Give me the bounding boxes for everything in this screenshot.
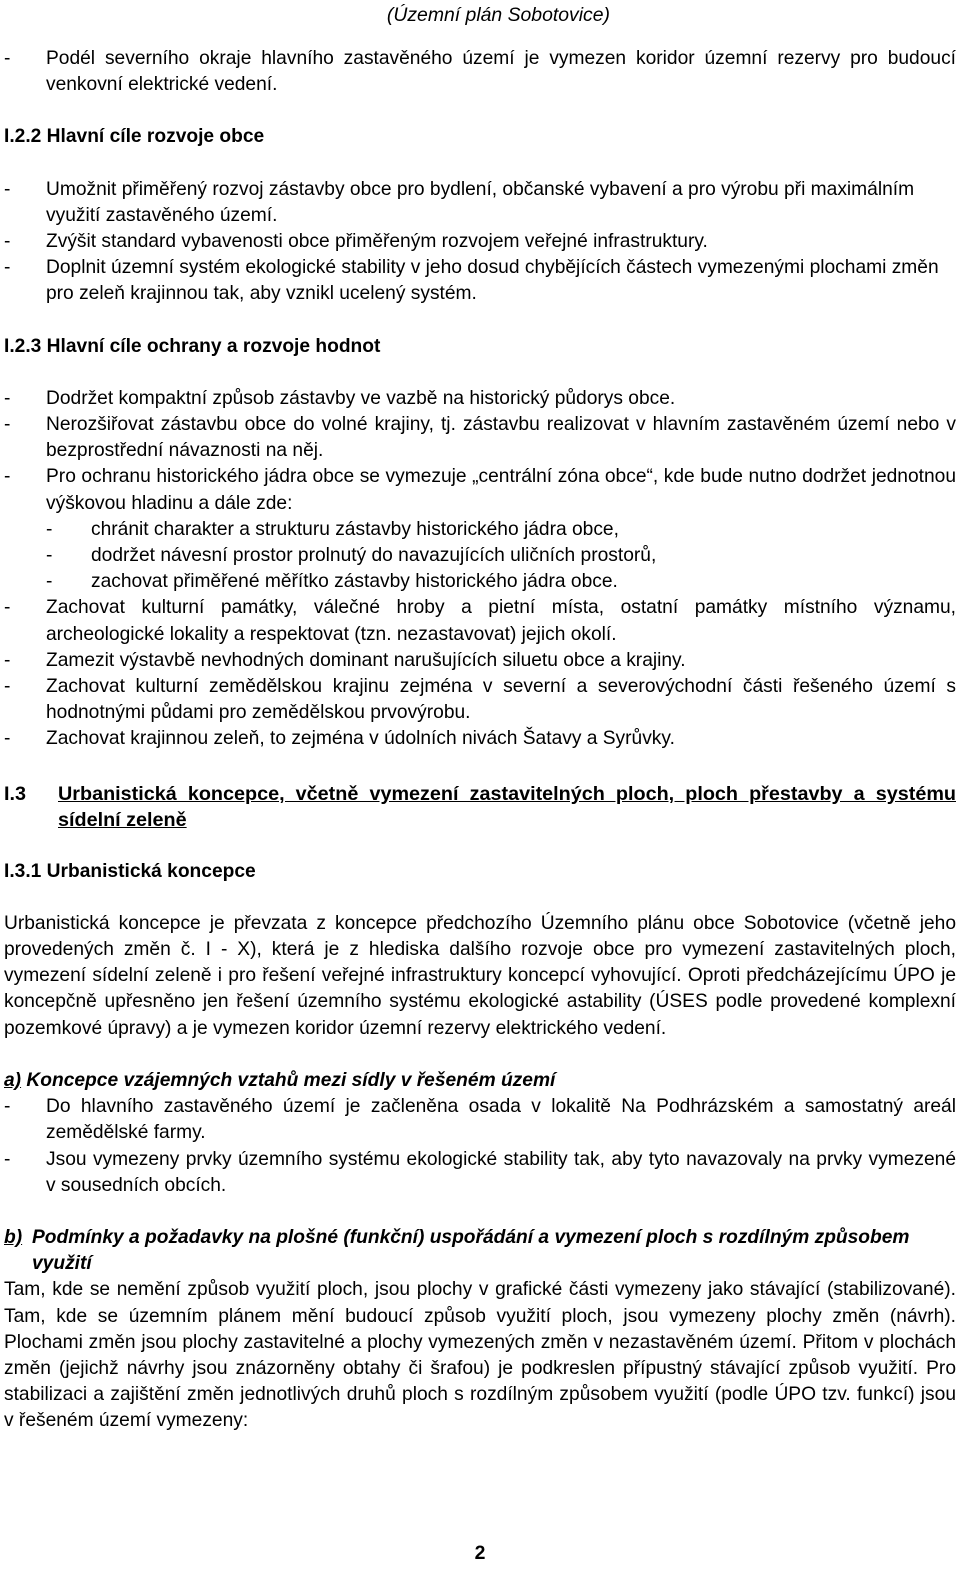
bullet-dash: -: [4, 1096, 11, 1118]
bullet-dash: -: [4, 597, 11, 619]
list-item: [4, 46, 956, 98]
bullet-dash: -: [4, 1148, 11, 1170]
bullet-dash: -: [4, 728, 11, 750]
sub-list-item-text: dodržet návesní prostor prolnutý do navazujících uličních prostorů,: [91, 545, 657, 567]
bullet-dash: -: [4, 257, 11, 279]
section-heading-i31: I.3.1 Urbanistická koncepce: [4, 860, 256, 882]
list-item-text: Umožnit přiměřený rozvoj zástavby obce pro bydlení, občanské vybavení a pro výrobu při maximálním využití zastavěného území.: [46, 178, 915, 226]
section-heading-i22: I.2.2 Hlavní cíle rozvoje obce: [4, 126, 265, 148]
list-item-text: Dodržet kompaktní způsob zástavby ve vazbě na historický půdorys obce.: [46, 387, 676, 409]
list-item: [4, 648, 956, 674]
bullet-dash: -: [4, 48, 11, 69]
list-item-text: Nerozšiřovat zástavbu obce do volné krajiny, tj. zástavbu realizovat v hlavním zastavěném území nebo v bezprostřední návaznosti na něj.: [46, 414, 956, 462]
list-i22: [4, 177, 956, 308]
subsection-title: Podmínky a požadavky na plošné (funkční) uspořádání a vymezení ploch s rozdílným způsobem využití: [32, 1226, 910, 1275]
list-item: [4, 1094, 956, 1146]
bullet-dash: -: [46, 571, 53, 593]
sub-list-item: [46, 569, 956, 595]
list-item-text: Pro ochranu historického jádra obce se vymezuje „centrální zóna obce“, kde bude nutno dodržet jednotnou výškovou hladinu a dále zde:: [46, 466, 956, 514]
list-item-text: Zachovat kulturní památky, válečné hroby a pietní místa, ostatní památky místního významu, archeologické lokality a respektovat (tzn. nezastavovat) jejich okolí.: [46, 597, 956, 645]
subsection-heading-b: [4, 1225, 956, 1277]
sub-list-item-text: chránit charakter a strukturu zástavby historického jádra obce,: [91, 518, 619, 540]
list-a: [4, 1094, 956, 1199]
list-item-text: Jsou vymezeny prvky územního systému ekologické stability tak, aby tyto navazovaly na prvky vymezené v sousedních obcích.: [46, 1148, 956, 1196]
bullet-dash: -: [4, 649, 11, 671]
list-item: [4, 412, 956, 464]
list-item: [4, 726, 956, 752]
subsection-heading-a: [4, 1068, 956, 1094]
list-item: [4, 1147, 956, 1199]
list-item-text: Doplnit územní systém ekologické stability v jeho dosud chybějících částech vymezenými plochami změn pro zeleň krajinnou tak, aby vznikl ucelený systém.: [46, 257, 939, 305]
list-item: [4, 595, 956, 647]
bullet-dash: -: [4, 387, 11, 409]
bullet-dash: -: [4, 414, 11, 436]
list-item: [4, 464, 956, 595]
list-item: [4, 386, 956, 412]
list-item: [4, 674, 956, 726]
list-item: [4, 255, 956, 307]
list-i23: [4, 386, 956, 753]
paragraph-land-use: Tam, kde se nemění způsob využití ploch, jsou plochy v grafické části vymezeny jako stávající (stabilizované). Tam, kde se územním plánem mění budoucí způsob využití ploch, jsou vymezeny plochy změn (návrh). Plochami změn jsou plochy zastavitelné a plochy vymezených změn v nezastavěném území. Přitom v plochách změn (jejichž návrhy jsou znázorněny obtahy či šrafou) je podkreslen přípustný stávající způsob využití. Pro stabilizaci a zajištění změn jednotlivých druhů ploch s rozdílným způsobem využití (podle ÚPO tzv. funkcí) jsou v řešeném území vymezeny:: [4, 1279, 956, 1432]
list-item: [4, 177, 956, 229]
list-item-text: Podél severního okraje hlavního zastavěného území je vymezen koridor územní rezervy pro budoucí venkovní elektrické vedení.: [46, 48, 956, 96]
bullet-dash: -: [4, 676, 11, 698]
page-content: [4, 46, 956, 1435]
list-item-text: Zachovat krajinnou zeleň, to zejména v údolních nivách Šatavy a Syrůvky.: [46, 728, 675, 750]
chapter-number: I.3: [4, 782, 26, 805]
list-item: [4, 229, 956, 255]
list-item-text: Zamezit výstavbě nevhodných dominant narušujících siluetu obce a krajiny.: [46, 649, 686, 671]
bullet-dash: -: [4, 178, 11, 200]
chapter-heading-i3: [4, 781, 956, 833]
page-number: 2: [474, 1542, 486, 1564]
chapter-title: Urbanistická koncepce, včetně vymezení zastavitelných ploch, ploch přestavby a systému sídelní zeleně: [58, 782, 956, 831]
subsection-label: b): [4, 1226, 23, 1248]
subsection-label: a): [4, 1069, 22, 1091]
bullet-dash: -: [46, 545, 53, 567]
sub-list-item: [46, 517, 956, 543]
bullet-dash: -: [4, 466, 11, 488]
list-item-text: Do hlavního zastavěného území je začleněna osada v lokalitě Na Podhrázském a samostatný areál zemědělské farmy.: [46, 1096, 956, 1144]
sub-list-item: [46, 543, 956, 569]
paragraph-urban-concept: Urbanistická koncepce je převzata z koncepce předchozího Územního plánu obce Sobotovice (včetně jeho provedených změn č. I - X), která je z hlediska dalšího rozvoje obce pro vymezení zastavitelných ploch, vymezení sídelní zeleně i pro řešení veřejné infrastruktury koncepcí vyhovující. Oproti předcházejícímu ÚPO je koncepčně upřesněno jen řešení územního systému ekologické astability (ÚSES podle provedené komplexní pozemkové úpravy) a je vymezen koridor územní rezervy elektrického vedení.: [4, 912, 956, 1039]
sub-list-item-text: zachovat přiměřené měřítko zástavby historického jádra obce.: [91, 571, 618, 593]
list-item-text: Zvýšit standard vybavenosti obce přiměřeným rozvojem veřejné infrastruktury.: [46, 231, 708, 253]
section-heading-i23: I.2.3 Hlavní cíle ochrany a rozvoje hodnot: [4, 335, 381, 357]
list-item-text: Zachovat kulturní zemědělskou krajinu zejména v severní a severovýchodní části řešeného území s hodnotnými půdami pro zemědělskou prvovýrobu.: [46, 676, 956, 724]
subsection-title: Koncepce vzájemných vztahů mezi sídly v řešeném území: [26, 1069, 556, 1091]
page-header: (Územní plán Sobotovice): [386, 4, 610, 26]
bullet-dash: -: [4, 231, 11, 253]
bullet-dash: -: [46, 518, 53, 540]
